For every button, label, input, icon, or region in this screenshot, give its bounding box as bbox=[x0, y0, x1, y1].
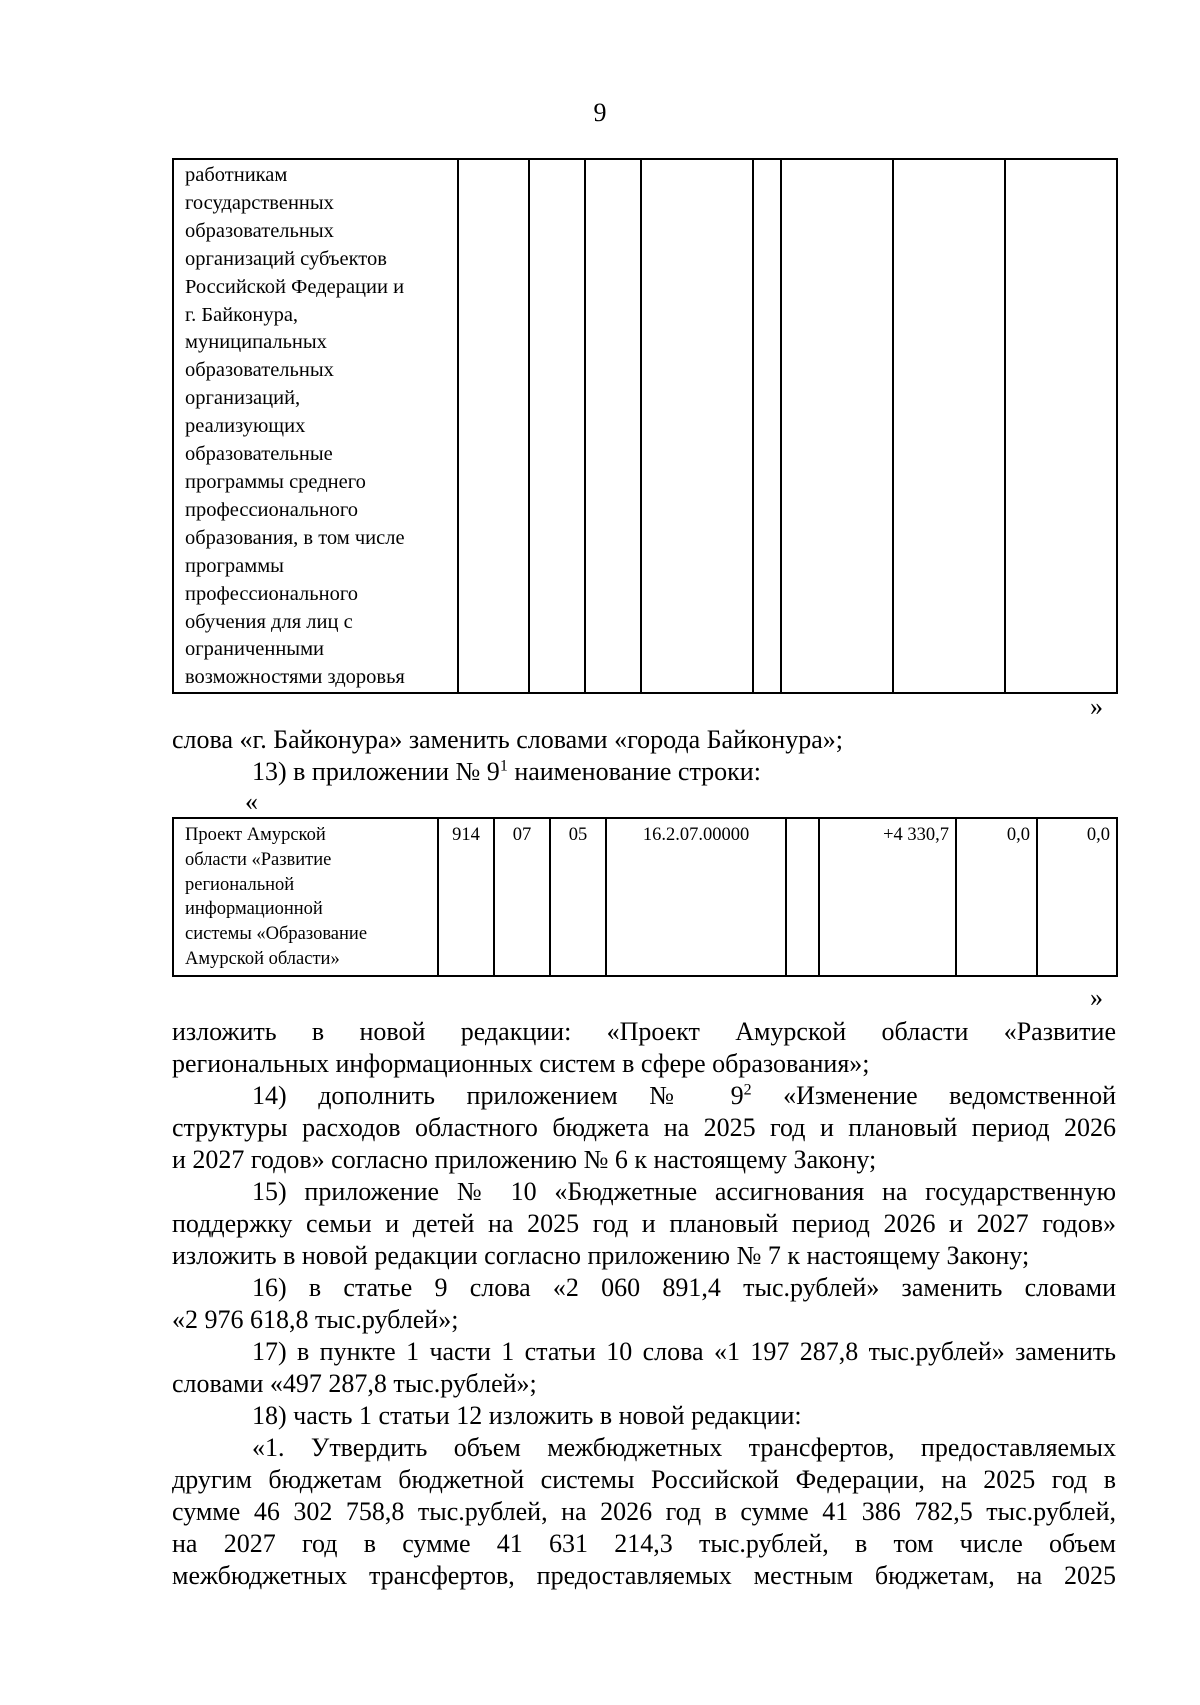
sum-2026-cell: 0,0 bbox=[956, 818, 1037, 976]
table-fragment-continuation bbox=[172, 158, 1118, 694]
table-row bbox=[173, 818, 1117, 976]
ved-code-cell: 914 bbox=[438, 818, 494, 976]
sum-2025-cell: +4 330,7 bbox=[819, 818, 956, 976]
table-cell bbox=[753, 159, 781, 693]
paragraph-line: другим бюджетам бюджетной системы Российской Федерации, на 2025 год в bbox=[172, 1465, 1116, 1494]
table-cell-name: работникам государственных образовательных организаций субъектов Российской Федерации и г. Байконура, муниципальных образовательных организаций, реализующих образовательные программы среднего профессионального образования, в том числе программы профессионального обучения для лиц с ограниченными возможностями здоровья bbox=[173, 159, 458, 693]
paragraph-line: изложить в новой редакции: «Проект Амурской области «Развитие bbox=[172, 1017, 1116, 1046]
paragraph-line: межбюджетных трансфертов, предоставляемых местным бюджетам, на 2025 bbox=[172, 1561, 1116, 1590]
paragraph-line: 15) приложение № 10 «Бюджетные ассигнования на государственную bbox=[252, 1177, 1116, 1206]
paragraph-item-14: 14) дополнить приложением № $9^2$ «Изменение ведомственной bbox=[252, 1081, 1116, 1110]
page-number: 9 bbox=[593, 98, 607, 127]
expense-type-cell bbox=[786, 818, 819, 976]
section-code-cell: 07 bbox=[494, 818, 550, 976]
table-cell bbox=[641, 159, 753, 693]
table-cell bbox=[1005, 159, 1117, 693]
paragraph-line: на 2027 год в сумме 41 631 214,3 тыс.рублей, в том числе объем bbox=[172, 1529, 1116, 1558]
paragraph-line: и 2027 годов» согласно приложению № 6 к настоящему Закону; bbox=[172, 1145, 877, 1174]
paragraph-line: 18) часть 1 статьи 12 изложить в новой редакции: bbox=[252, 1401, 802, 1430]
table-cell bbox=[529, 159, 585, 693]
row-name-cell: Проект Амурской области «Развитие региональной информационной системы «Образование Амурской области» bbox=[173, 818, 438, 976]
table-cell bbox=[893, 159, 1005, 693]
paragraph-line: поддержку семьи и детей на 2025 год и плановый период 2026 и 2027 годов» bbox=[172, 1209, 1116, 1238]
table-cell bbox=[781, 159, 893, 693]
target-article-cell: 16.2.07.00000 bbox=[606, 818, 786, 976]
table-cell bbox=[458, 159, 529, 693]
closing-quote: » bbox=[1090, 983, 1103, 1012]
subsection-code-cell: 05 bbox=[550, 818, 606, 976]
paragraph-line: изложить в новой редакции согласно приложению № 7 к настоящему Закону; bbox=[172, 1241, 1030, 1270]
paragraph-line: 17) в пункте 1 части 1 статьи 10 слова «1 197 287,8 тыс.рублей» заменить bbox=[252, 1337, 1116, 1366]
sum-2027-cell: 0,0 bbox=[1037, 818, 1117, 976]
budget-row-table bbox=[172, 817, 1118, 977]
paragraph-line: «1. Утвердить объем межбюджетных трансфертов, предоставляемых bbox=[252, 1433, 1116, 1462]
paragraph-line: структуры расходов областного бюджета на 2025 год и плановый период 2026 bbox=[172, 1113, 1116, 1142]
table-cell bbox=[585, 159, 641, 693]
paragraph-item-13: 13) в приложении № $9^1$ наименование строки: bbox=[252, 757, 761, 786]
paragraph-line: словами «497 287,8 тыс.рублей»; bbox=[172, 1369, 537, 1398]
paragraph-line: слова «г. Байконура» заменить словами «города Байконура»; bbox=[172, 725, 843, 754]
paragraph-line: 16) в статье 9 слова «2 060 891,4 тыс.рублей» заменить словами bbox=[252, 1273, 1116, 1302]
paragraph-line: «2 976 618,8 тыс.рублей»; bbox=[172, 1305, 459, 1334]
closing-quote: » bbox=[1090, 692, 1103, 721]
paragraph-line: региональных информационных систем в сфере образования»; bbox=[172, 1049, 870, 1078]
paragraph-line: сумме 46 302 758,8 тыс.рублей, на 2026 год в сумме 41 386 782,5 тыс.рублей, bbox=[172, 1497, 1116, 1526]
opening-quote: « bbox=[245, 787, 258, 816]
